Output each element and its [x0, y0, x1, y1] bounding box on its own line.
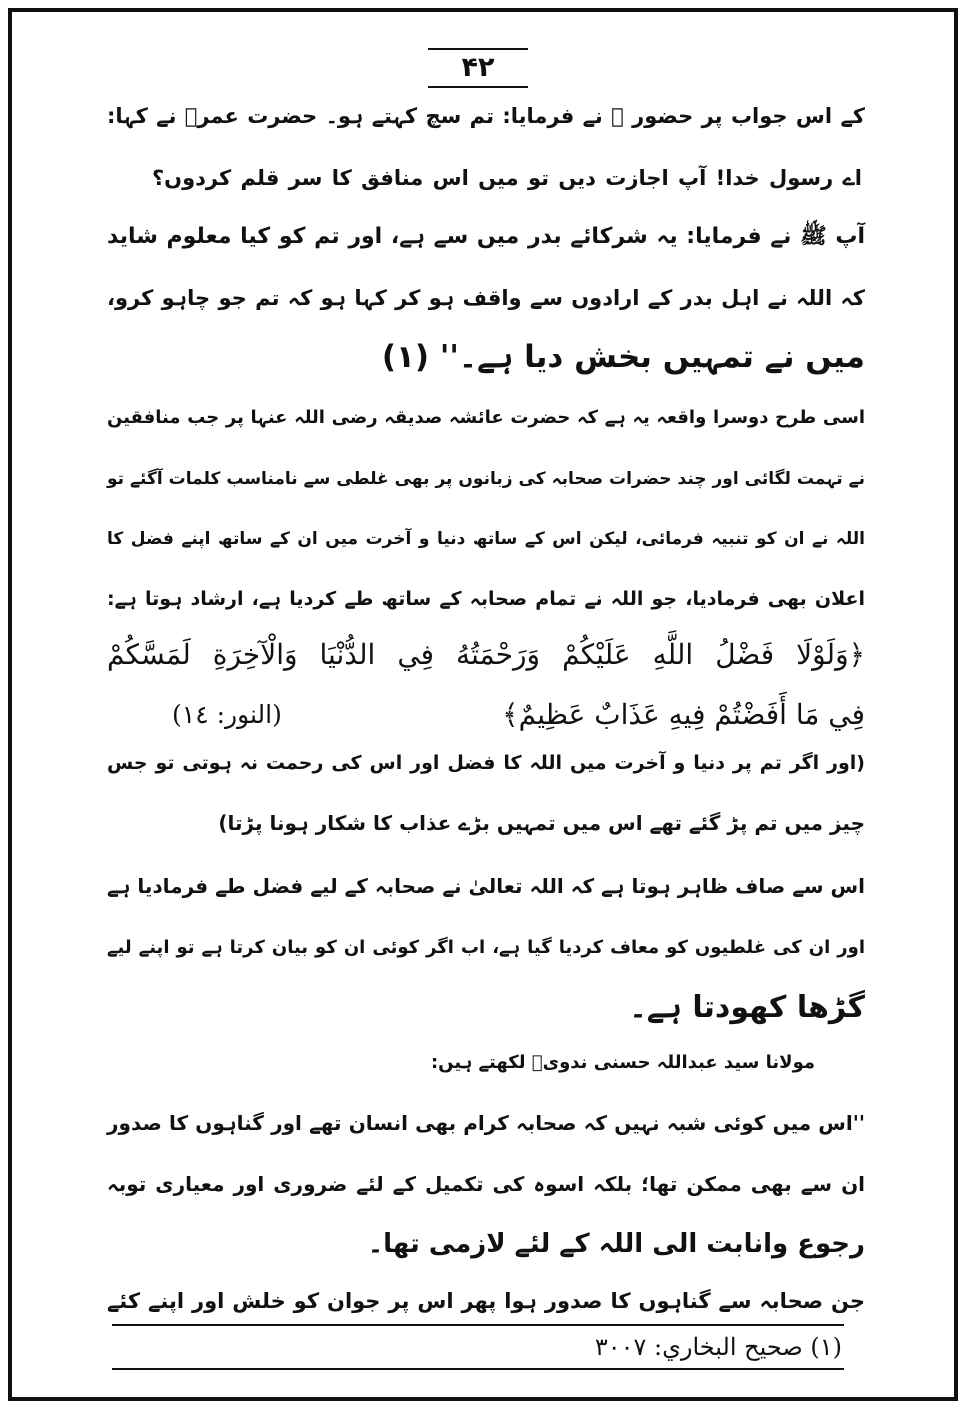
footnote-separator	[112, 1324, 844, 1326]
text-line: اللہ نے ان کو تنبیہ فرمائی، لیکن اس کے ساتھ دنیا و آخرت میں ان کے ساتھ اپنے فضل کا	[107, 529, 865, 549]
text-line: آپ ﷺ نے فرمایا: یہ شرکائے بدر میں سے ہے، اور تم کو کیا معلوم شاید	[107, 224, 865, 249]
text-line: میں نے تمہیں بخش دیا ہے۔'' (۱)	[381, 339, 865, 375]
footnote-bottom-rule	[112, 1368, 844, 1370]
page-number-bottom-rule	[428, 86, 528, 88]
translation-line: (اور اگر تم پر دنیا و آخرت میں اللہ کا فضل اور اس کی رحمت نہ ہوتی تو جس	[107, 752, 865, 774]
text-line: گڑھا کھودتا ہے۔	[629, 990, 865, 1025]
translation-line: چیز میں تم پڑ گئے تھے اس میں تمہیں بڑے عذاب کا شکار ہونا پڑتا)	[218, 811, 865, 835]
text-line: اعلان بھی فرمادیا، جو اللہ نے تمام صحابہ کے ساتھ طے کردیا ہے، ارشاد ہوتا ہے:	[107, 588, 865, 610]
quote-intro: مولانا سید عبداللہ حسنی ندویؒ لکھتے ہیں:	[430, 1052, 815, 1073]
text-line: کے اس جواب پر حضور ﷺ نے فرمایا: تم سچ کہتے ہو۔ حضرت عمرؓ نے کہا:	[107, 104, 865, 128]
text-line: اور ان کی غلطیوں کو معاف کردیا گیا ہے، اب اگر کوئی ان کو بیان کرتا ہے تو اپنے لیے	[107, 937, 865, 958]
text-line: اسی طرح دوسرا واقعہ یہ ہے کہ حضرت عائشہ صدیقہ رضی اللہ عنہا پر جب منافقین	[107, 407, 865, 428]
page-number: ۴۲	[461, 52, 495, 83]
page-number-block	[428, 48, 528, 88]
footnote: (۱) صحيح البخاري: ٣٠٠٧	[594, 1333, 842, 1361]
quran-reference: (النور: ١٤)	[172, 700, 282, 729]
quote-line: ان سے بھی ممکن تھا؛ بلکہ اسوہ کی تکمیل کے لئے ضروری اور معیاری توبہ	[107, 1172, 865, 1196]
text-line: جن صحابہ سے گناہوں کا صدور ہوا پھر اس پر جوان کو خلش اور اپنے کئے	[107, 1289, 865, 1313]
quran-verse-line-2: فِي مَا أَفَضْتُمْ فِيهِ عَذَابٌ عَظِيمٌ﴾	[502, 698, 865, 731]
quran-verse-line-1: ﴿وَلَوْلَا فَضْلُ اللَّهِ عَلَيْكُمْ وَرَحْمَتُهُ فِي الدُّنْيَا وَالْآخِرَةِ لَمَسَّكُمْ	[107, 638, 865, 671]
quote-line: ''اس میں کوئی شبہ نہیں کہ صحابہ کرام بھی انسان تھے اور گناہوں کا صدور	[107, 1111, 865, 1135]
text-line: اے رسول خدا! آپ اجازت دیں تو میں اس منافق کا سر قلم کردوں؟	[152, 166, 862, 190]
text-line: کہ اللہ نے اہل بدر کے ارادوں سے واقف ہو کر کہا ہو کہ تم جو چاہو کرو،	[107, 286, 865, 310]
text-line: اس سے صاف ظاہر ہوتا ہے کہ اللہ تعالیٰ نے صحابہ کے لیے فضل طے فرمادیا ہے	[107, 874, 865, 898]
quote-line: رجوع وانابت الی اللہ کے لئے لازمی تھا۔	[367, 1229, 865, 1259]
text-line: نے تہمت لگائی اور چند حضرات صحابہ کی زبانوں پر بھی غلطی سے نامناسب کلمات آگئے تو	[107, 469, 865, 489]
